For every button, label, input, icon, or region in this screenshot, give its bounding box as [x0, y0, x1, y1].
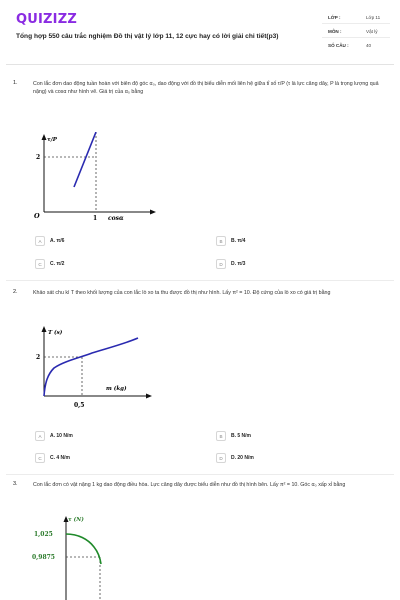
x-tick-label: 1 [93, 215, 98, 222]
question-text: Con lắc đơn dao động tuần hoàn với biên độ góc α₀, dao động với đồ thị biểu diễn mối liên hệ giữa tỉ số τ/P (τ là lực căng dây, P là trọng lượng quả nặng) và cosα như hình vẽ. Giá trị của α₀ bằng [33, 81, 379, 95]
option-text: C. π/2 [50, 261, 65, 267]
question-number: 2. [13, 289, 18, 295]
question-number: 1. [13, 80, 18, 86]
option-text: C. 4 N/m [50, 455, 71, 461]
option-text: D. 20 N/m [231, 455, 254, 461]
meta-row-count [322, 38, 390, 52]
meta-value: Lớp 11 [366, 15, 381, 20]
document-header [0, 0, 400, 62]
option-text: D. π/3 [231, 261, 246, 267]
quizizz-logo: QUIZIZZ [16, 12, 77, 27]
meta-row-class [322, 10, 390, 24]
option-letter-box: D [216, 453, 226, 463]
meta-table [322, 10, 390, 52]
option-letter-box: C [35, 453, 45, 463]
x-tick-label: 0,5 [74, 402, 85, 409]
question-divider [6, 280, 394, 281]
y-tick-label: 2 [36, 154, 41, 161]
y-tick-label-top: 1,025 [34, 531, 53, 538]
x-axis-label: m (kg) [106, 386, 127, 392]
graph-line [74, 132, 96, 187]
question-divider [6, 474, 394, 475]
option-text: B. 5 N/m [231, 433, 252, 439]
question-3-graph [30, 512, 150, 600]
option-letter-box: C [35, 259, 45, 269]
option-letter-box: D [216, 259, 226, 269]
y-axis-label: τ/P [47, 137, 57, 143]
option-letter-box: A [35, 236, 45, 246]
meta-value: 40 [366, 43, 372, 48]
header-divider [6, 64, 394, 65]
question-1-graph [28, 132, 158, 224]
origin-label: O [34, 212, 40, 220]
document-title: Tổng hợp 550 câu trắc nghiệm Đồ thị vật lý lớp 11, 12 cực hay có lời giải chi tiết(p3) [16, 33, 279, 40]
y-axis-label: τ (N) [68, 517, 84, 523]
x-axis-label: cosα [108, 215, 124, 222]
y-arrow-icon [42, 326, 47, 332]
meta-row-subject [322, 24, 390, 38]
y-tick-label: 2 [36, 354, 41, 361]
meta-key: LỚP : [328, 15, 341, 20]
question-text: Khảo sát chu kì T theo khối lượng của con lắc lò xo ta thu được đồ thị như hình. Lấy π² = 10. Độ cứng của lò xo có giá trị bằng [33, 290, 331, 296]
y-axis-label: T (s) [48, 330, 63, 336]
y-tick-label-bottom: 0,9875 [32, 554, 55, 561]
question-2-graph [32, 324, 152, 414]
meta-key: MÔN : [328, 29, 342, 34]
option-text: B. π/4 [231, 238, 246, 244]
x-arrow-icon [146, 394, 152, 399]
option-text: A. 10 N/m [50, 433, 73, 439]
option-letter-box: B [216, 431, 226, 441]
question-text: Con lắc đơn có vật nặng 1 kg dao động điều hòa. Lực căng dây được biểu diễn như đồ thị hình bên. Lấy π² = 10. Góc α₀ xấp xỉ bằng [33, 482, 346, 488]
option-letter-box: A [35, 431, 45, 441]
question-number: 3. [13, 481, 18, 487]
y-arrow-icon [42, 134, 47, 140]
option-letter-box: B [216, 236, 226, 246]
meta-key: SỐ CÂU : [328, 43, 349, 48]
x-arrow-icon [150, 210, 156, 215]
meta-value: Vật lý [366, 29, 378, 34]
option-text: A. π/6 [50, 238, 65, 244]
graph-axes [44, 138, 152, 212]
graph-curve [66, 534, 101, 564]
